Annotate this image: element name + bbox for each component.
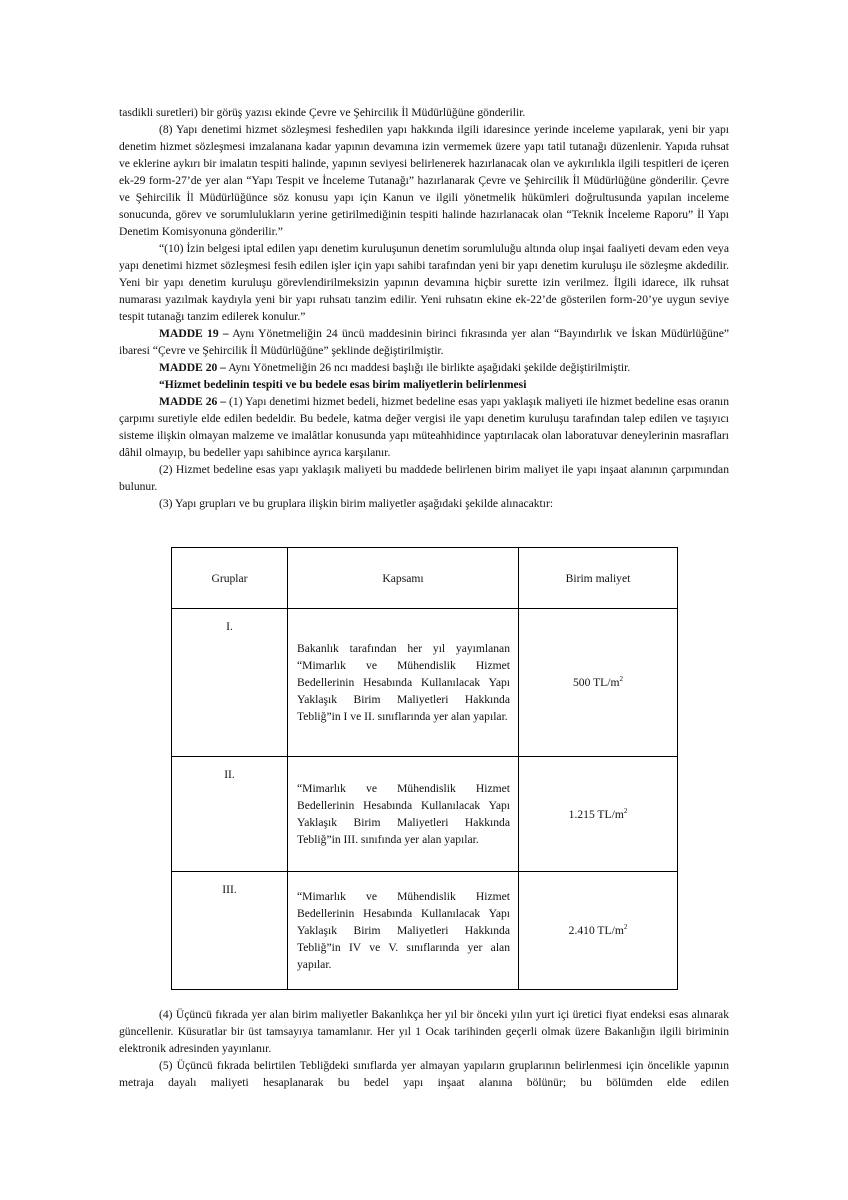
unit-superscript: 2 <box>623 806 628 815</box>
table-row <box>172 872 678 990</box>
cost-value: 500 TL/m <box>573 676 620 689</box>
madde-19-text: Aynı Yönetmeliğin 24 üncü maddesinin birinci fıkrasında yer alan “Bayındırlık ve İskan Müdürlüğüne” ibaresi “Çevre ve Şehircilik İl Müdürlüğüne” şeklinde değiştirilmiştir. <box>119 327 729 357</box>
unit-cost-table <box>171 547 678 990</box>
header-groups: Gruplar <box>172 548 288 609</box>
madde-19-paragraph <box>119 325 729 359</box>
cost-value: 1.215 TL/m <box>568 807 624 821</box>
upper-text-block <box>119 104 729 512</box>
unit-superscript: 2 <box>619 675 623 684</box>
madde-20-text: Aynı Yönetmeliğin 26 ncı maddesi başlığı ile birlikte aşağıdaki şekilde değiştirilmiştir. <box>225 361 631 374</box>
cost-value: 2.410 TL/m <box>568 924 624 937</box>
group-cell: II. <box>172 757 288 872</box>
paragraph-continuation: tasdikli suretleri) bir görüş yazısı ekinde Çevre ve Şehircilik İl Müdürlüğüne gönderilir. <box>119 106 526 119</box>
table-row <box>172 757 678 872</box>
scope-text: “Mimarlık ve Mühendislik Hizmet Bedellerinin Hesabında Kullanılacak Yapı Yaklaşık Birim Maliyetleri Hakkında Tebliğ”in III. sınıfında yer alan yapılar. <box>297 782 510 846</box>
group-cell: III. <box>172 872 288 990</box>
madde-26-head: MADDE 26 – <box>159 395 227 408</box>
scope-cell <box>288 757 519 872</box>
table-header-row <box>172 548 678 609</box>
paragraph-4: (4) Üçüncü fıkrada yer alan birim maliyetler Bakanlıkça her yıl bir önceki yılın yurt içi üretici fiyat endeksi esas alınarak güncellenir. Küsuratlar bir üst tamsayıya tamamlanır. Her yıl 1 Ocak tarihinden geçerli olmak üzere Bakanlığın ilgili biriminin elektronik adresinden yayınlanır. <box>119 1008 729 1055</box>
cost-table-wrapper <box>171 547 677 987</box>
madde-20-paragraph <box>119 359 729 376</box>
lower-text-block <box>119 1006 729 1091</box>
madde-19-head: MADDE 19 – <box>159 327 229 340</box>
paragraph-8: (8) Yapı denetimi hizmet sözleşmesi feshedilen yapı hakkında ilgili idaresince yerinde inceleme yapılarak, yeni bir yapı denetim hizmet sözleşmesi imzalanana kadar yapının devamına izin vermemek üzere yapı tatil tutanağı düzenlenir. Yapıda ruhsat ve eklerine aykırı bir imalatın tespiti halinde, yapının seviyesi belirlenerek hazırlanacak olan ve aykırılıkla ilgili tespitleri de içeren ek-29 form-27’de yer alan “Yapı Tespit ve İnceleme Tutanağı” hazırlanarak Çevre ve Şehircilik İl Müdürlüğüne gönderilir. Çevre ve Şehircilik İl Müdürlüğünce söz konusu yapı için Kanun ve ilgili yönetmelik hükümleri doğrultusunda yapılan inceleme sonucunda, görev ve sorumlulukların yerine getirilmediğinin tespiti halinde hazırlanacak olan “Teknik İnceleme Raporu” İl Yapı Denetim Komisyonuna gönderilir.” <box>119 123 729 238</box>
paragraph-5: (5) Üçüncü fıkrada belirtilen Tebliğdeki sınıflarda yer almayan yapıların gruplarının belirlenmesi için öncelikle yapının metraja dayalı maliyeti hesaplanarak bu bedel yapı inşaat alanına bölünür; bu bölümden elde edilen <box>119 1059 729 1089</box>
paragraph-10: “(10) İzin belgesi iptal edilen yapı denetim kuruluşunun denetim sorumluluğu altında olup inşai faaliyeti devam eden veya yapı denetimi hizmet sözleşmesi fesih edilen işler için yapı sahibi tarafından yeni bir yapı denetim kuruluşu ile sözleşme akdedilir. Yeni bir yapı denetim kuruluşu görevlendirilmeksizin yapının devamına hiçbir surette izin verilmez. İlgili idarece, ilk ruhsat numarası yazılmak kaydıyla yeni bir yapı ruhsatı tanzim edilir. Yeni ruhsatın ekine ek-22’de gösterilen form-20’ye uygun seviye tespit tutanağı tanzim edilerek konulur.” <box>119 242 729 323</box>
section-title: “Hizmet bedelinin tespiti ve bu bedele esas birim maliyetlerin belirlenmesi <box>159 378 527 391</box>
cost-cell <box>519 757 678 872</box>
scope-cell <box>288 872 519 990</box>
unit-superscript: 2 <box>623 923 628 932</box>
scope-cell <box>288 609 519 757</box>
madde-26-text: (1) Yapı denetimi hizmet bedeli, hizmet bedeline esas yapı yaklaşık maliyeti ile hizmet bedeline esas oranın çarpımı suretiyle elde edilen bedeldir. Bu bedele, katma değer vergisi ile yapı denetim kuruluşu tarafından talep edilen ve taşıyıcı sisteme ilişkin olmayan malzeme ve imalâtlar konusunda yapı müteahhidince yaptırılacak olan laboratuvar deneylerinin masrafları dâhil olmayıp, bu bedeller yapı sahibince ayrıca karşılanır. <box>119 395 730 459</box>
scope-text: “Mimarlık ve Mühendislik Hizmet Bedellerinin Hesabında Kullanılacak Yapı Yaklaşık Birim Maliyetleri Hakkında Tebliğ”in IV ve V. sınıflarında yer alan yapılar. <box>297 890 510 971</box>
header-unit-cost: Birim maliyet <box>519 548 678 609</box>
paragraph-2: (2) Hizmet bedeline esas yapı yaklaşık maliyeti bu maddede belirlenen birim maliyet ile yapı inşaat alanının çarpımından bulunur. <box>119 463 729 493</box>
scope-text: Bakanlık tarafından her yıl yayımlanan “Mimarlık ve Mühendislik Hizmet Bedellerinin Hesabında Kullanılacak Yapı Yaklaşık Birim Maliyetleri Hakkında Tebliğ”in I ve II. sınıflarında yer alan yapılar. <box>297 642 510 723</box>
madde-26-paragraph <box>119 393 729 461</box>
paragraph-3: (3) Yapı grupları ve bu gruplara ilişkin birim maliyetler aşağıdaki şekilde alınacaktır: <box>159 497 554 510</box>
cost-cell <box>519 609 678 757</box>
cost-cell <box>519 872 678 990</box>
header-scope: Kapsamı <box>288 548 519 609</box>
group-cell: I. <box>172 609 288 757</box>
madde-20-head: MADDE 20 – <box>159 361 226 374</box>
table-row <box>172 609 678 757</box>
